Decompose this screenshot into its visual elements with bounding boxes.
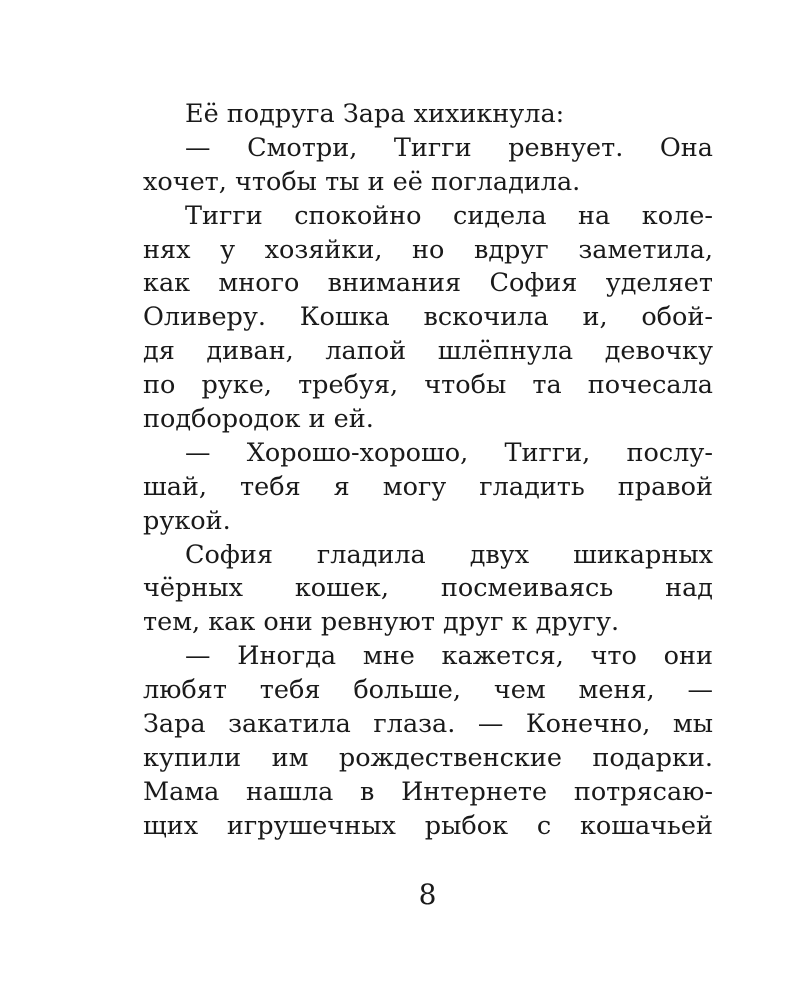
text-line: тем, как они ревнуют друг к другу. <box>143 607 620 638</box>
text-line: дя диван, лапой шлёпнула девочку <box>143 336 713 367</box>
text-line: купили им рождественские подарки. <box>143 742 713 773</box>
text-line: Тигги спокойно сидела на коле- <box>185 200 713 231</box>
text-line: рукой. <box>143 505 231 536</box>
body-text <box>143 98 713 844</box>
text-line: Зара закатила глаза. — Конечно, мы <box>143 709 713 740</box>
text-line: шай, тебя я могу гладить правой <box>143 471 713 502</box>
text-line: любят тебя больше, чем меня, — <box>143 675 713 706</box>
text-line: Мама нашла в Интернете потрясаю- <box>143 776 713 807</box>
text-line: Оливеру. Кошка вскочила и, обой- <box>143 302 713 333</box>
text-line: — Хорошо-хорошо, Тигги, послу- <box>185 437 713 468</box>
text-line: как много внимания София уделяет <box>143 268 713 299</box>
text-line: чёрных кошек, посмеиваясь над <box>143 573 713 604</box>
text-line: по руке, требуя, чтобы та почесала <box>143 370 713 401</box>
text-line: Её подруга Зара хихикнула: <box>185 99 565 129</box>
text-line: щих игрушечных рыбок с кошачьей <box>143 810 713 841</box>
text-line: — Смотри, Тигги ревнует. Она <box>185 132 713 163</box>
text-line: София гладила двух шикарных <box>185 539 713 570</box>
page-number: 8 <box>418 878 437 911</box>
text-line: хочет, чтобы ты и её погладила. <box>143 166 581 197</box>
text-line: — Иногда мне кажется, что они <box>185 641 713 672</box>
text-line: подбородок и ей. <box>143 404 374 435</box>
text-line: нях у хозяйки, но вдруг заметила, <box>143 234 713 265</box>
